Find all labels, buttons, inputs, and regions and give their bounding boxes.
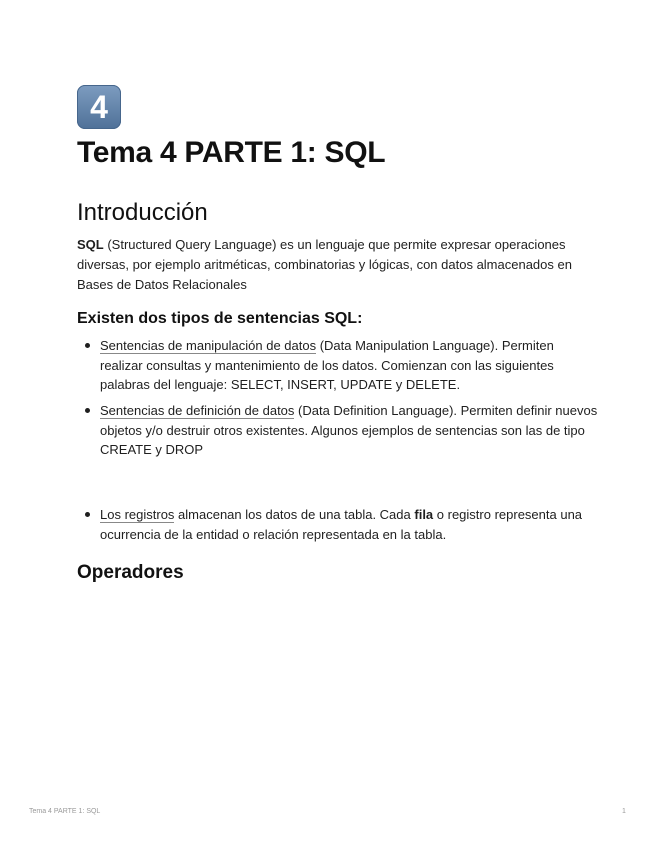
page-title: Tema 4 PARTE 1: SQL — [77, 136, 386, 169]
intro-text: (Structured Query Language) es un lenguaje que permite expresar operaciones diversas, por ejemplo aritméticas, combinatorias y lógicas, con datos almacenados en Bases de Datos Relacionales — [77, 237, 572, 292]
heading-operadores: Operadores — [77, 562, 184, 583]
registros-text-2: o registro representa una ocurrencia de la entidad o relación representada en la tabla. — [100, 507, 583, 542]
intro-paragraph — [77, 235, 587, 295]
registros-text-1: almacenan los datos de una tabla. Cada — [174, 507, 415, 522]
bullet-icon — [85, 408, 90, 413]
sql-bold: SQL — [77, 237, 104, 252]
list-item-registros — [85, 505, 600, 544]
footer-page-number: 1 — [622, 808, 626, 815]
link-ddl[interactable]: Sentencias de definición de datos — [100, 403, 295, 418]
heading-tipos-sentencias: Existen dos tipos de sentencias SQL: — [77, 310, 363, 327]
page-icon-keycap-4: 4 — [77, 85, 121, 129]
heading-introduccion: Introducción — [77, 199, 208, 226]
footer-title: Tema 4 PARTE 1: SQL — [29, 808, 101, 815]
list-item-ddl — [85, 401, 600, 460]
dml-text: (Data Manipulation Language). Permiten realizar consultas y mantenimiento de los datos. Comienzan con las siguientes palabras del lenguaje: SELECT, INSERT, UPDATE y DELETE. — [100, 338, 554, 392]
ddl-text: (Data Definition Language). Permiten definir nuevos objetos y/o destruir otros existentes. Algunos ejemplos de sentencias son las de tipo CREATE y DROP — [100, 403, 598, 457]
bullet-icon — [85, 343, 90, 348]
fila-bold: fila — [414, 507, 434, 522]
link-dml[interactable]: Sentencias de manipulación de datos — [100, 338, 317, 353]
list-item-dml — [85, 336, 600, 395]
bullet-icon — [85, 512, 90, 517]
link-registros[interactable]: Los registros — [100, 507, 175, 522]
